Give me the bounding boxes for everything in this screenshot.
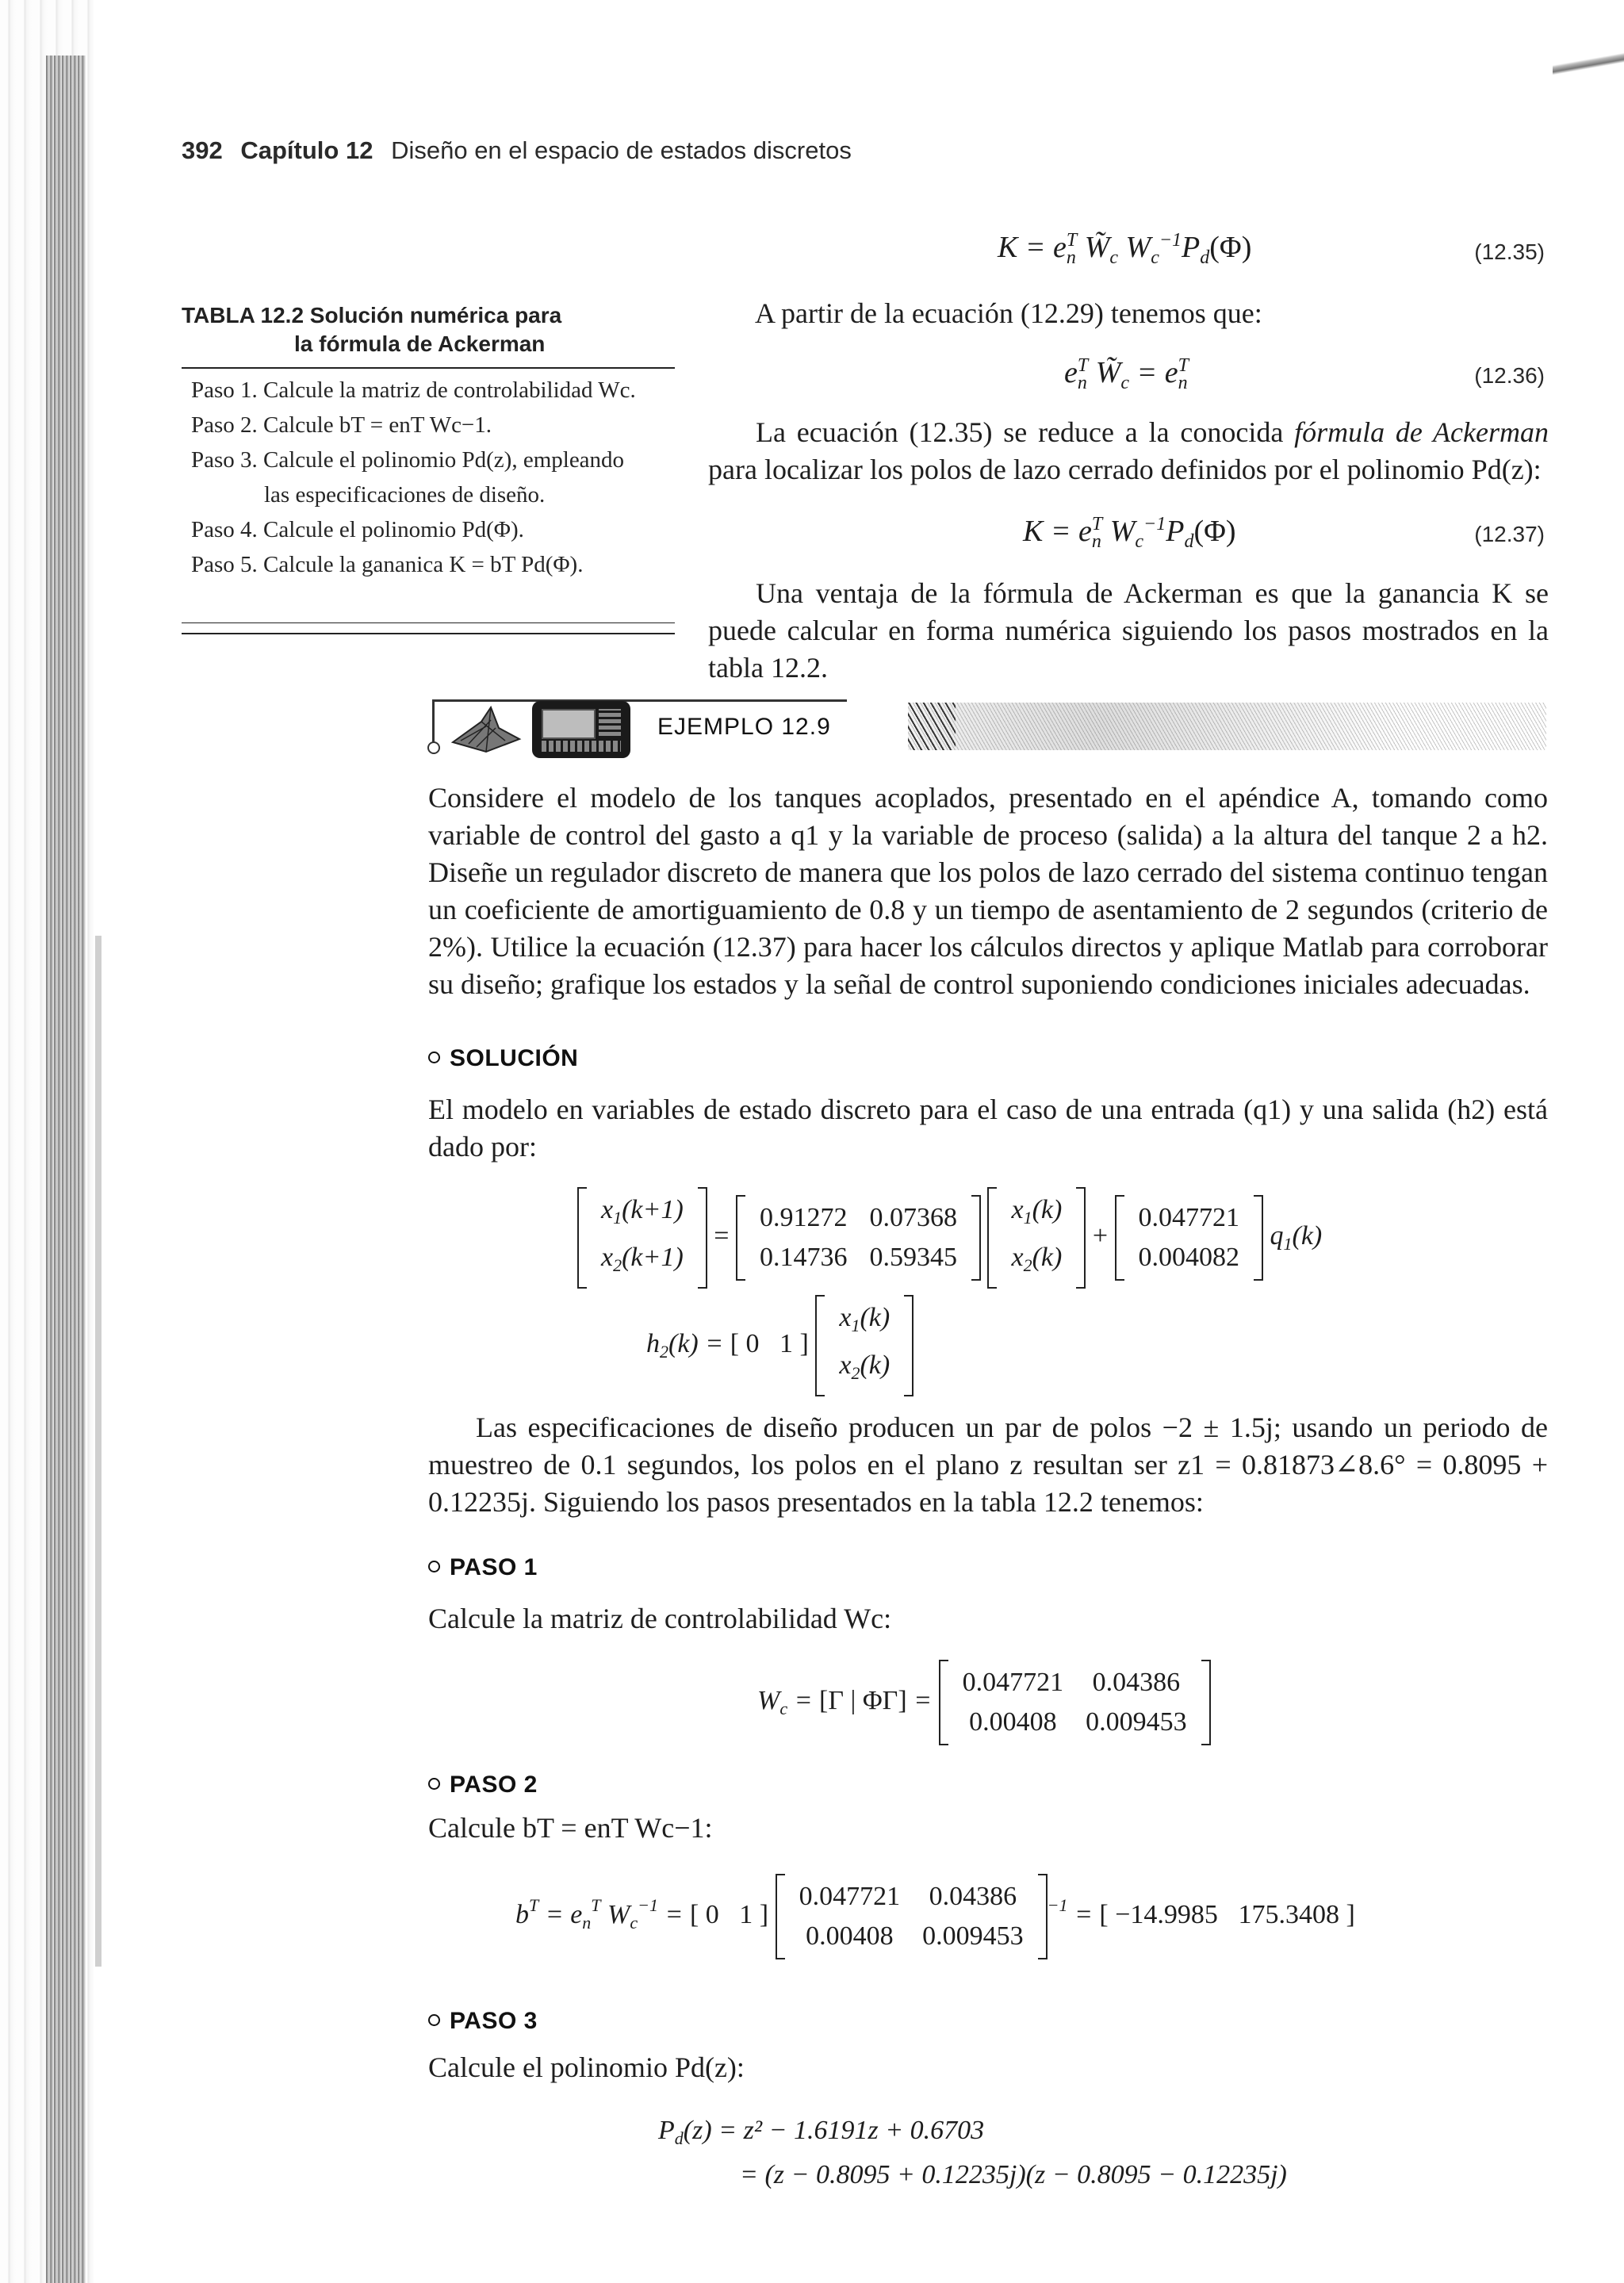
surface-plot-icon <box>450 704 523 755</box>
calculator-icon <box>532 701 630 758</box>
polynomial-line-1: $P_d(z) = z^2 - 1.6191z + 0.6703$ <box>658 2116 985 2148</box>
section-paso-2: PASO 2 <box>428 1772 538 1798</box>
table-top-rule <box>182 367 675 369</box>
table-step: Paso 1. Calcule la matriz de controlabilidad Wc. <box>191 377 636 403</box>
table-step: Paso 5. Calcule la gananica K = bT Pd(Φ). <box>191 552 584 577</box>
section-paso-3: PASO 3 <box>428 2008 538 2035</box>
paragraph: A partir de la ecuación (12.29) tenemos que: <box>755 297 1262 329</box>
equation-12-36: $e_n^T$ $W̃_c = e_n^T$ <box>1064 355 1189 393</box>
paragraph: Una ventaja de la fórmula de Ackerman es que la ganancia K se puede calcular en forma numérica siguiendo los pasos mostrados en la tabla 12.2. <box>708 577 1549 684</box>
paragraph: El modelo en variables de estado discreto para el caso de una entrada (q1) y una salida (h2) está dado por: <box>428 1094 1548 1163</box>
paragraph: Calcule la matriz de controlabilidad Wc: <box>428 1603 892 1634</box>
table-step-continuation: las especificaciones de diseño. <box>264 482 546 508</box>
table-steps <box>191 373 676 582</box>
paragraph: Las especificaciones de diseño producen un par de polos −2 ± 1.5j; usando un periodo de muestreo de 0.1 segundos, los polos en el plano z resultan ser z1 = 0.81873∠8.6° = 0.8095 + 0.12235j. Siguiendo los pasos presentados en la tabla 12.2 tenemos: <box>428 1412 1548 1518</box>
bt-equation: $b^T = e_n^T$ $W_c^{-1}$ = [ 0 1 ] 0.047721 0.04386 0.00408 0.009453 $^{-1}$ = [ −14.9985 175.3408 ] <box>515 1874 1355 1959</box>
matrix-a: 0.91272 0.07368 0.14736 0.59345 <box>736 1195 981 1281</box>
chapter-title: Diseño en el espacio de estados discretos <box>391 136 852 164</box>
section-paso-1: PASO 1 <box>428 1554 538 1581</box>
example-banner <box>432 699 1546 763</box>
equation-number: (12.37) <box>1474 522 1545 546</box>
table-step: Paso 2. Calcule bT = enT Wc−1. <box>191 412 492 438</box>
table-bottom-rule <box>182 633 675 634</box>
output-equation: $h_2(k)$ = [ 0 1 ] $x_1(k)$ $x_2(k)$ <box>646 1295 914 1396</box>
chapter-label: Capítulo 12 <box>240 136 373 164</box>
paragraph: Calcule el polinomio Pd(z): <box>428 2051 745 2083</box>
section-solution: SOLUCIÓN <box>428 1045 578 1072</box>
table-rule <box>182 622 675 623</box>
paragraph: La ecuación (12.35) se reduce a la conocida fórmula de Ackerman para localizar los polos de lazo cerrado definidos por el polinomio Pd(z): <box>708 416 1549 485</box>
polynomial-line-2: = (z − 0.8095 + 0.12235j)(z − 0.8095 − 0.12235j) <box>740 2160 1287 2189</box>
state-equation: $x_1(k+1)$ $x_2(k+1)$ = 0.91272 0.07368 0.14736 0.59345 $x_1(k)$ $x_2(k)$ + 0.047721 0.004082 $q_1(k)$ <box>577 1187 1322 1289</box>
page-corner-shadow <box>1553 48 1624 79</box>
banner-texture <box>908 703 1546 750</box>
equation-number: (12.35) <box>1474 239 1545 264</box>
example-statement: Considere el modelo de los tanques acoplados, presentado en el apéndice A, tomando como variable de control del gasto a q1 y la variable de proceso (salida) a la altura del tanque 2 a h2. Diseñe un regulador discreto de manera que los polos de lazo cerrado del sistema continuo tengan un coeficiente de amortiguamiento de 0.8 y un tiempo de asentamiento de 2 segundos (criterio de 2%). Utilice la ecuación (12.37) para hacer los cálculos directos y aplique Matlab para corroborar su diseño; grafique los estados y la señal de control suponiendo condiciones iniciales adecuadas. <box>428 782 1548 1000</box>
equation-number: (12.36) <box>1474 363 1545 388</box>
controllability-matrix: $W_c = [\Gamma$ | ΦΓ] = 0.047721 0.04386 0.00408 0.009453 <box>757 1660 1211 1745</box>
equation-12-37: $K = e_n^T$ $W_c^{-1}P_d(\Phi)$ <box>1023 514 1236 552</box>
example-title: EJEMPLO 12.9 <box>657 714 831 740</box>
running-head <box>182 136 852 165</box>
table-step: Paso 3. Calcule el polinomio Pd(z), empleando <box>191 447 625 473</box>
book-binding-edge <box>0 0 94 2283</box>
equation-12-35: $K = e_n^T$ $W̃_c$ $W_c^{-1}P_d(\Phi)$ <box>998 230 1252 268</box>
table-step: Paso 4. Calcule el polinomio Pd(Φ). <box>191 517 524 542</box>
paragraph: Calcule bT = enT Wc−1: <box>428 1812 713 1844</box>
page-number: 392 <box>182 136 223 164</box>
matrix-b: 0.047721 0.004082 <box>1115 1195 1264 1281</box>
table-caption: TABLA 12.2 Solución numérica para la fórmula de Ackerman <box>182 303 562 356</box>
